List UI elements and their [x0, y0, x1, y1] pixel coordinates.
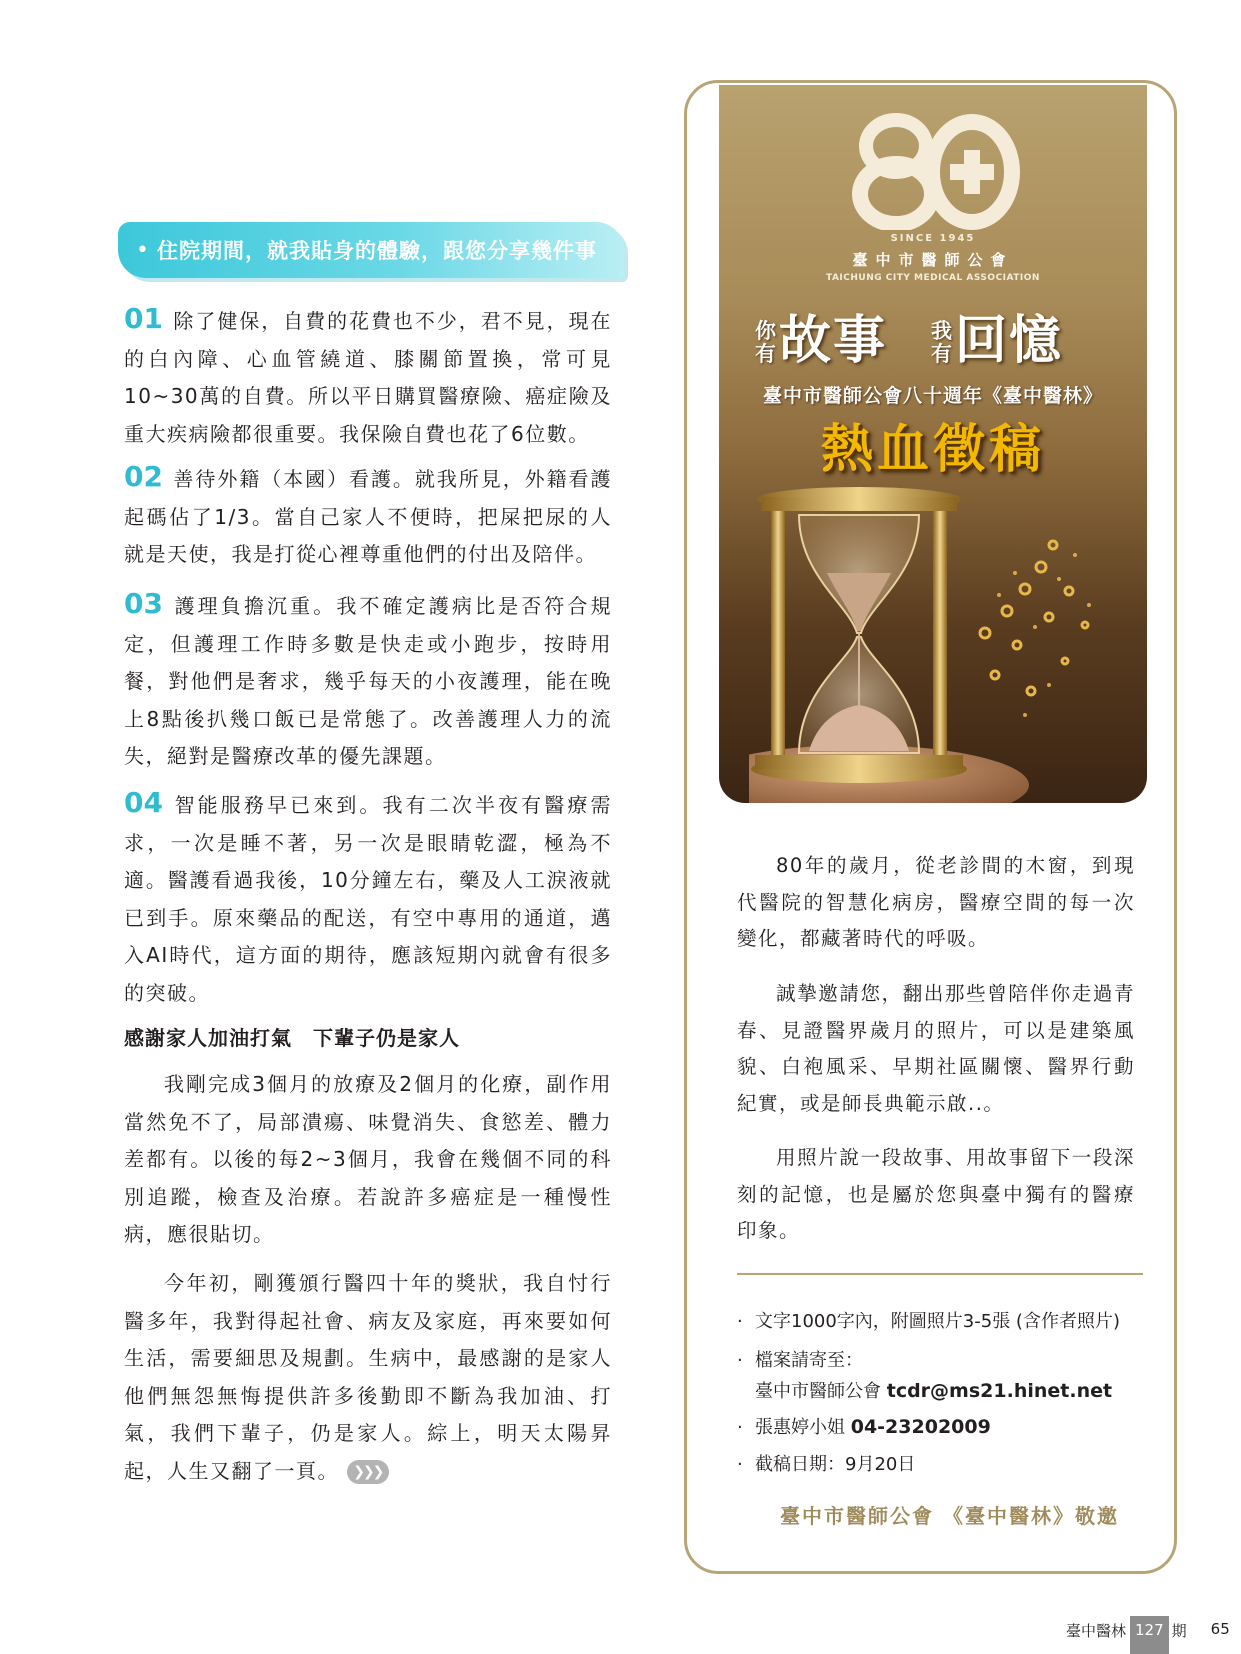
item-text: 護理負擔沉重。我不確定護病比是否符合規定，但護理工作時多數是快走或小跑步，按時用餐，對他們是奢求，幾乎每天的小夜護理，能在晚上8點後扒幾口飯已是常態了。改善護理人力的流失，絕對是醫療改革的優先課題。 — [124, 594, 612, 768]
info-item-email: · 檔案請寄至： 臺中市醫師公會 tcdr@ms21.hinet.net — [737, 1346, 1157, 1407]
page-number: 65 — [1210, 1620, 1230, 1638]
association-name-zh: 臺中市醫師公會 — [852, 251, 1014, 269]
bullet-dot-icon: · — [737, 1454, 743, 1475]
subheading: 感謝家人加油打氣 下輩子仍是家人 — [124, 1026, 460, 1050]
poster-call-text: 熱血徵稿 — [820, 420, 1045, 480]
poster-headline — [755, 311, 1135, 391]
email-label: 臺中市醫師公會 — [755, 1381, 881, 1402]
double-chevron-right-icon: ❯❯❯ — [347, 1460, 389, 1484]
info-item-deadline: · 截稿日期：9月20日 — [737, 1450, 1157, 1480]
poster-image — [719, 85, 1147, 803]
section-banner — [118, 222, 624, 278]
section-title: 住院期間，就我貼身的體驗，跟您分享幾件事 — [156, 239, 597, 263]
logo-since-text: SINCE 1945 — [890, 233, 976, 244]
contact-name: 張惠婷小姐 — [755, 1417, 845, 1438]
bullet-dot-icon: · — [737, 1311, 743, 1332]
list-item — [124, 300, 612, 453]
body-paragraph — [124, 1265, 612, 1490]
magazine-name: 臺中醫林 — [1066, 1622, 1127, 1640]
email-address[interactable]: tcdr@ms21.hinet.net — [886, 1380, 1113, 1402]
info-item-length: · 文字1000字內，附圖照片3-5張 (含作者照片) — [737, 1307, 1157, 1337]
divider — [737, 1273, 1143, 1275]
item-text: 善待外籍（本國）看護。就我所見，外籍看護起碼佔了1/3。當自己家人不便時，把屎把尿的人就是天使，我是打從心裡尊重他們的付出及陪伴。 — [124, 467, 612, 566]
anniversary-80-logo — [844, 110, 1024, 230]
headline-big-left: 故事 — [779, 310, 888, 371]
issue-suffix: 期 — [1171, 1622, 1187, 1640]
item-number: 03 — [124, 587, 163, 620]
item-text: 除了健保，自費的花費也不少，君不見，現在的白內障、心血管繞道、膝關節置換，常可見10~30萬的自費。所以平日購買醫療險、癌症險及重大疾病險都很重要。我保險自費也花了6位數。 — [124, 309, 612, 446]
page-footer — [1066, 1616, 1230, 1654]
paragraph-text: 今年初，剛獲頒行醫四十年的獎狀，我自忖行醫多年，我對得起社會、病友及家庭，再來要如何生活，需要細思及規劃。生病中，最感謝的是家人他們無怨無悔提供許多後勤即不斷為我加油、打氣，我們下輩子，仍是家人。綜上，明天太陽昇起，人生又翻了一頁。 — [124, 1271, 612, 1483]
card-paragraph: 80年的歲月，從老診間的木窗，到現代醫院的智慧化病房，醫療空間的每一次變化，都藏著時代的呼吸。 — [737, 854, 1135, 950]
item-number: 01 — [124, 302, 163, 335]
body-paragraph: 我剛完成3個月的放療及2個月的化療，副作用當然免不了，局部潰瘍、味覺消失、食慾差、體力差都有。以後的每2~3個月，我會在幾個不同的科別追蹤，檢查及治療。若說許多癌症是一種慢性病，應很貼切。 — [124, 1072, 612, 1246]
card-signature: 臺中市醫師公會 《臺中醫林》敬邀 — [780, 1504, 1119, 1528]
card-paragraph: 用照片說一段故事、用故事留下一段深刻的記憶，也是屬於您與臺中獨有的醫療印象。 — [737, 1146, 1135, 1242]
list-item — [124, 458, 612, 574]
item-text: 智能服務早已來到。我有二次半夜有醫療需求，一次是睡不著，另一次是眼睛乾澀，極為不適。醫護看過我後，10分鐘左右，藥及人工淚液就已到手。原來藥品的配送，有空中專用的通道，邁入AI時代，這方面的期待，應該短期內就會有很多的突破。 — [124, 793, 612, 1005]
headline-big-right: 回憶 — [955, 310, 1064, 371]
poster-subline: 臺中市醫師公會八十週年《臺中醫林》 — [762, 385, 1103, 407]
item-number: 04 — [124, 786, 163, 819]
contact-phone[interactable]: 04-23202009 — [850, 1416, 991, 1438]
bullet-dot-icon: • — [136, 237, 149, 263]
list-item — [124, 784, 612, 1012]
headline-small-right: 我 有 — [931, 318, 952, 366]
list-item — [124, 585, 612, 776]
issue-number: 127 — [1130, 1616, 1169, 1654]
item-number: 02 — [124, 460, 163, 493]
headline-small-left: 你 有 — [755, 318, 776, 366]
bullet-dot-icon: · — [737, 1417, 743, 1438]
hourglass-illustration — [749, 485, 1147, 803]
card-paragraph: 誠摯邀請您，翻出那些曾陪伴你走過青春、見證醫界歲月的照片，可以是建築風貌、白袍風采、早期社區關懷、醫界行動紀實，或是師長典範示啟..。 — [737, 982, 1135, 1115]
bullet-dot-icon: · — [737, 1350, 743, 1371]
info-item-contact — [737, 1412, 1157, 1443]
association-name-en: TAICHUNG CITY MEDICAL ASSOCIATION — [826, 273, 1040, 283]
